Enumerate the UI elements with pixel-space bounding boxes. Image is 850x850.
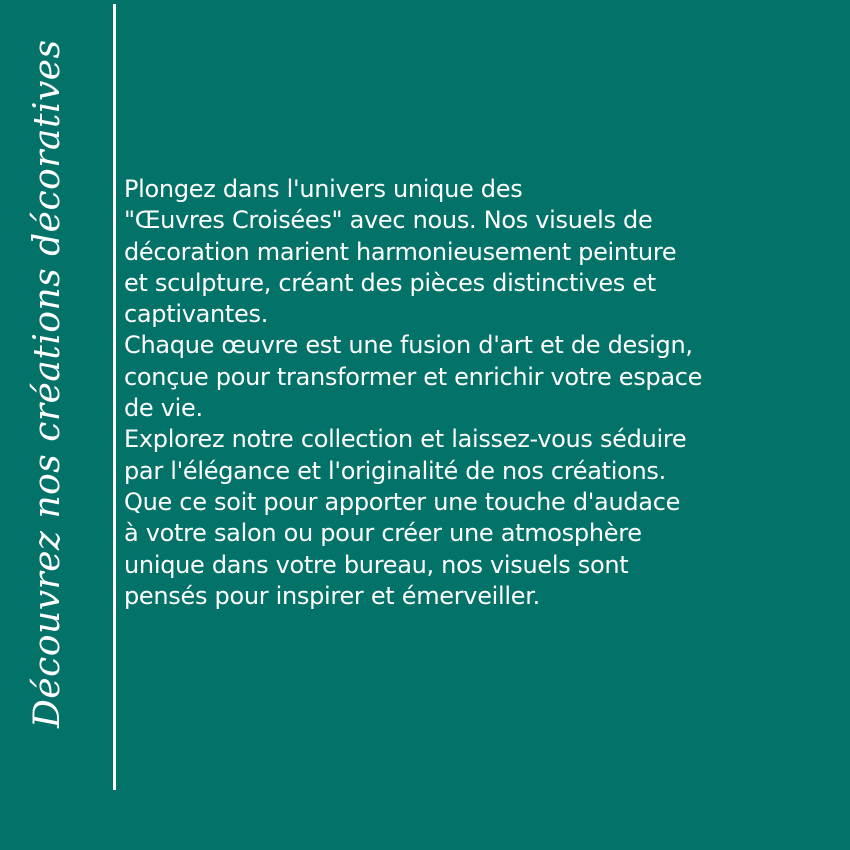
body-line: par l'élégance et l'originalité de nos créations. bbox=[124, 456, 666, 485]
body-line: captivantes. bbox=[124, 300, 269, 329]
body-line: unique dans votre bureau, nos visuels sont bbox=[124, 550, 629, 579]
body-line: et sculpture, créant des pièces distinctives et bbox=[124, 268, 656, 297]
body-line: Plongez dans l'univers unique des bbox=[124, 175, 523, 203]
body-line: à votre salon ou pour créer une atmosphère bbox=[124, 519, 642, 548]
vertical-divider bbox=[113, 4, 116, 790]
side-title: Découvrez nos créations décoratives bbox=[27, 39, 68, 728]
body-line: pensés pour inspirer et émerveiller. bbox=[124, 581, 540, 610]
body-line: Chaque œuvre est une fusion d'art et de design, bbox=[124, 331, 693, 360]
body-line: "Œuvres Croisées" avec nous. Nos visuels de bbox=[124, 206, 653, 235]
body-text bbox=[124, 174, 836, 612]
body-line: conçue pour transformer et enrichir votre espace bbox=[124, 362, 703, 391]
body-line: décoration marient harmonieusement peinture bbox=[124, 237, 677, 266]
body-line: de vie. bbox=[124, 394, 203, 423]
body-line: Que ce soit pour apporter une touche d'audace bbox=[124, 487, 681, 516]
body-line: Explorez notre collection et laissez-vous séduire bbox=[124, 425, 687, 454]
